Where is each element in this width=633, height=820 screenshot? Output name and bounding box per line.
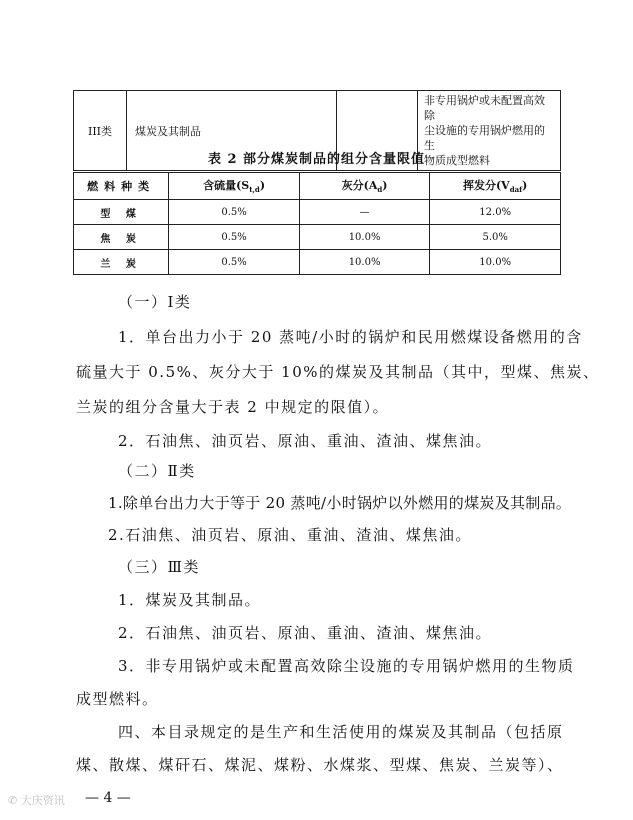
table-row [74,225,561,250]
note-line: 尘设施的专用锅炉燃用的生 [424,124,545,152]
paragraph-line: 1.除单台出力大于等于 20 蒸吨/小时锅炉以外燃用的煤炭及其制品。 [108,494,572,512]
section-heading: （二）Ⅱ类 [118,462,196,480]
fuel-cell: 型 煤 [74,200,169,225]
ash-cell: — [299,200,430,225]
ash-cell: 10.0% [299,250,430,275]
paragraph-line: 成型燃料。 [76,690,159,708]
header-ash: 灰分$(A_d)$ [299,173,430,200]
header-fuel-type: 燃料种类 [74,173,169,200]
sulfur-cell: 0.5% [169,250,299,275]
table-header-row [74,173,561,200]
coal-product-limits-table [73,172,561,275]
volatile-cell: 12.0% [430,200,561,225]
paragraph-line: 2．石油焦、油页岩、原油、重油、渣油、煤焦油。 [118,432,493,450]
watermark-icon: ✆ [8,794,21,807]
fuel-cell: 煤炭及其制品 [127,91,337,171]
paragraph-line: 2.石油焦、油页岩、原油、重油、渣油、煤焦油。 [108,526,472,544]
volatile-cell: 5.0% [430,225,561,250]
header-sulfur: 含硫量$(S_{t,d})$ [169,173,299,200]
table-row [74,250,561,275]
watermark [8,792,65,808]
paragraph-line: 3．非专用锅炉或未配置高效除尘设施的专用锅炉燃用的生物质 [118,657,575,675]
paragraph-line: 1．煤炭及其制品。 [118,591,262,609]
ash-cell: 10.0% [299,225,430,250]
paragraph-line: 四、本目录规定的是生产和生活使用的煤炭及其制品（包括原 [118,723,564,741]
paragraph-line: 煤、散煤、煤矸石、煤泥、煤粉、水煤浆、型煤、焦炭、兰炭等）、 [76,756,564,774]
section-heading: （三）Ⅲ类 [118,558,200,576]
paragraph-line: 1．单台出力小于 20 蒸吨/小时的锅炉和民用燃煤设备燃用的含 [118,328,583,346]
watermark-text: 大庆资讯 [20,794,65,807]
table-caption: 表 2 部分煤炭制品的组分含量限值 [207,152,426,167]
fuel-cell: 兰 炭 [74,250,169,275]
fuel-cell: 焦 炭 [74,225,169,250]
sulfur-cell: 0.5% [169,200,299,225]
section-heading: （一）Ⅰ类 [118,293,192,311]
volatile-cell: 10.0% [430,250,561,275]
page-number: — 4 — [85,790,131,806]
paragraph-line: 硫量大于 0.5%、灰分大于 10%的煤炭及其制品（其中，型煤、焦炭、 [76,363,600,381]
note-line: 非专用锅炉或未配置高效除 [424,94,545,122]
paragraph-line: 兰炭的组分含量大于表 2 中规定的限值）。 [76,398,390,416]
note-line: 物质成型燃料 [424,154,490,167]
category-cell: III类 [74,91,127,171]
header-volatile: 挥发分$(V_{daf})$ [430,173,561,200]
paragraph-line: 2．石油焦、油页岩、原油、重油、渣油、煤焦油。 [118,624,493,642]
table-row [74,200,561,225]
sulfur-cell: 0.5% [169,225,299,250]
